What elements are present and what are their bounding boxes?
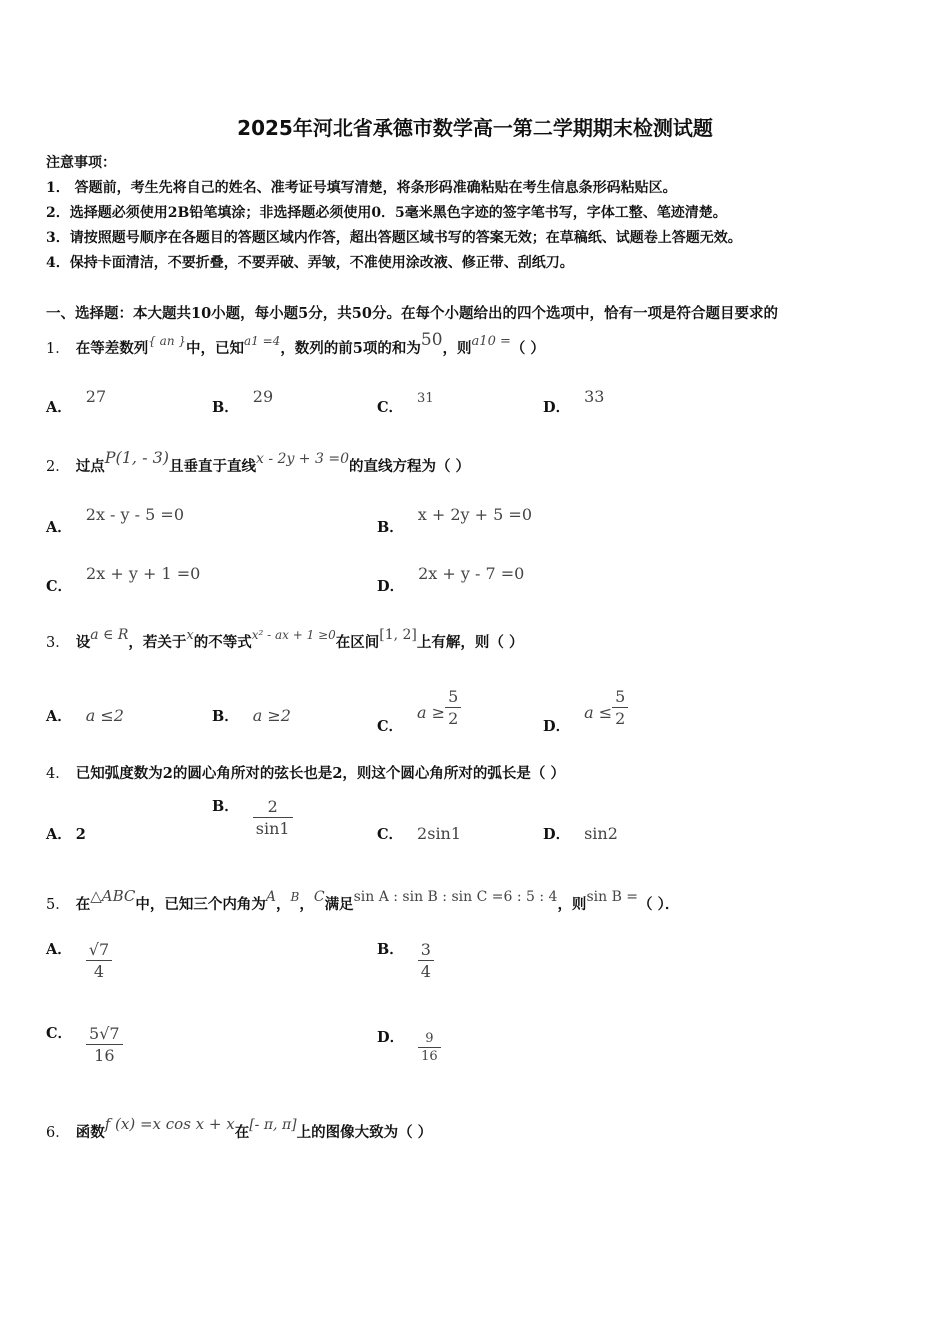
math-expr: x² - ax + 1 ≥0 xyxy=(251,628,336,642)
question-text: ，数列的前5项的和为 xyxy=(280,340,421,357)
option-label: D． xyxy=(543,717,571,735)
question-text: 的不等式 xyxy=(193,634,252,651)
option-b[interactable] xyxy=(212,797,290,840)
math-expr: a10 = xyxy=(471,334,511,349)
question-number: 2． xyxy=(46,459,70,475)
math-expr: x xyxy=(186,628,194,643)
denominator: 4 xyxy=(93,962,105,981)
numerator: 5 xyxy=(612,687,628,708)
question-number: 6． xyxy=(46,1125,70,1141)
notice-item: 3．请按照题号顺序在各题目的答题区域内作答，超出答题区域书写的答案无效；在草稿纸、试题卷上答题无效。 xyxy=(46,230,742,246)
option-label: B． xyxy=(377,940,404,958)
fraction xyxy=(612,687,628,730)
question-text: 满足 xyxy=(324,896,354,913)
option-a[interactable] xyxy=(46,505,185,537)
question-text: 的直线方程为（ ） xyxy=(348,458,471,475)
option-a[interactable] xyxy=(46,940,110,983)
option-label: A． xyxy=(46,708,72,725)
option-a[interactable] xyxy=(46,823,86,844)
option-value: a ≤ xyxy=(584,702,613,722)
numerator: √7 xyxy=(86,940,112,961)
option-b[interactable] xyxy=(377,940,431,983)
question-1 xyxy=(46,330,545,362)
notice-item: 4．保持卡面清洁，不要折叠，不要弄破、弄皱，不准使用涂改液、修正带、刮纸刀。 xyxy=(46,255,574,271)
option-d[interactable] xyxy=(377,564,525,596)
option-label: D． xyxy=(543,399,571,416)
numerator: 5√7 xyxy=(86,1024,123,1045)
page-title: 2025年河北省承德市数学高一第二学期期末检测试题 xyxy=(237,116,713,140)
math-expr: [- π, π] xyxy=(249,1117,297,1133)
option-a[interactable] xyxy=(46,705,124,726)
math-expr: B xyxy=(290,890,300,904)
question-text: 且垂直于直线 xyxy=(169,458,257,475)
option-label: C． xyxy=(377,826,404,843)
option-label: A． xyxy=(46,826,72,843)
numerator: 5 xyxy=(445,687,461,708)
question-5 xyxy=(46,887,680,917)
question-text: 已知弧度数为2的圆心角所对的弦长也是2，则这个圆心角所对的弧长是（ ） xyxy=(75,765,565,782)
option-c[interactable] xyxy=(46,1024,120,1067)
fraction xyxy=(86,940,112,983)
option-label: C． xyxy=(46,578,73,595)
question-text: 上有解，则（ ） xyxy=(416,634,524,651)
option-value: 33 xyxy=(584,387,605,406)
math-expr: sin B = xyxy=(586,889,639,905)
question-4 xyxy=(46,762,565,786)
question-text: 在区间 xyxy=(335,634,380,651)
section-heading: 一、选择题：本大题共10小题，每小题5分，共50分。在每个小题给出的四个选项中，恰有一项是符合题目要求的 xyxy=(46,305,778,322)
question-text: 中，已知 xyxy=(186,340,245,357)
question-number: 5． xyxy=(46,897,70,913)
option-value: 31 xyxy=(417,391,434,406)
question-text: 在等差数列 xyxy=(75,340,149,357)
fraction xyxy=(418,1030,441,1066)
math-expr: sin A : sin B : sin C =6 : 5 : 4 xyxy=(353,889,558,905)
option-label: A． xyxy=(46,399,72,416)
math-expr: △ABC xyxy=(90,887,136,905)
option-value: sin2 xyxy=(584,824,618,843)
notice-heading: 注意事项： xyxy=(46,155,116,171)
option-label: B． xyxy=(377,519,404,536)
option-value: a ≤2 xyxy=(85,706,124,725)
question-6 xyxy=(46,1115,433,1145)
numerator: 3 xyxy=(418,940,434,961)
question-text: ，若关于 xyxy=(128,634,187,651)
option-b[interactable] xyxy=(377,505,533,537)
math-expr: [1, 2] xyxy=(379,627,417,643)
option-label: D． xyxy=(377,1029,405,1046)
math-expr: P(1, - 3) xyxy=(104,448,170,467)
fraction xyxy=(418,940,434,983)
option-d[interactable] xyxy=(543,387,605,417)
option-c[interactable] xyxy=(377,823,462,844)
question-text: 在 xyxy=(234,1124,250,1141)
question-text: 函数 xyxy=(75,1124,105,1141)
numerator: 9 xyxy=(418,1030,441,1048)
math-expr: a1 =4 xyxy=(244,334,281,348)
denominator: sin1 xyxy=(255,819,290,838)
question-number: 1． xyxy=(46,341,70,357)
option-label: C． xyxy=(377,399,404,416)
option-label: A． xyxy=(46,519,72,536)
math-expr: { an } xyxy=(148,334,187,348)
question-text: ， xyxy=(299,896,314,913)
question-text: ， xyxy=(276,896,291,913)
question-3 xyxy=(46,627,524,656)
math-expr: a ∈ R xyxy=(90,627,129,643)
option-value: 27 xyxy=(85,387,107,406)
option-value: a ≥ xyxy=(417,702,446,722)
question-number: 4． xyxy=(46,766,70,782)
math-expr: A xyxy=(265,889,277,905)
question-text: 在 xyxy=(75,896,91,913)
math-expr: 50 xyxy=(420,330,443,350)
option-value: 2 xyxy=(75,826,86,843)
option-label: B． xyxy=(212,797,239,815)
option-label: D． xyxy=(543,826,571,843)
denominator: 16 xyxy=(421,1049,438,1064)
math-expr: x - 2y + 3 =0 xyxy=(256,451,349,467)
option-value: 29 xyxy=(252,387,274,406)
option-b[interactable] xyxy=(212,387,274,417)
denominator: 16 xyxy=(94,1046,115,1065)
notice-item: 1． 答题前，考生先将自己的姓名、准考证号填写清楚，将条形码准确粘贴在考生信息条形码粘贴区。 xyxy=(46,180,677,196)
denominator: 2 xyxy=(448,709,459,728)
option-label: B． xyxy=(212,399,239,416)
option-value: 2x - y - 5 =0 xyxy=(85,505,185,524)
denominator: 4 xyxy=(420,962,431,981)
question-text: （ ）． xyxy=(638,896,680,913)
question-number: 3． xyxy=(46,635,70,651)
numerator: 2 xyxy=(253,797,293,818)
option-d[interactable] xyxy=(377,1029,438,1066)
question-text: 过点 xyxy=(75,458,105,475)
question-text: ，则 xyxy=(442,340,472,357)
option-b[interactable] xyxy=(212,705,291,726)
fraction xyxy=(86,1024,123,1067)
math-expr: f (x) =x cos x + x xyxy=(104,1115,235,1133)
notice-item: 2．选择题必须使用2B铅笔填涂；非选择题必须使用0．5毫米黑色字迹的签字笔书写，字体工整、笔迹清楚。 xyxy=(46,205,727,221)
option-label: B． xyxy=(212,708,239,725)
option-d[interactable] xyxy=(543,823,618,844)
option-value: x + 2y + 5 =0 xyxy=(417,505,533,524)
option-label: C． xyxy=(377,717,404,735)
fraction xyxy=(445,687,461,730)
option-label: C． xyxy=(46,1024,73,1042)
option-a[interactable] xyxy=(46,387,107,417)
question-text: 设 xyxy=(75,634,91,651)
option-c[interactable] xyxy=(46,564,201,596)
option-value: a ≥2 xyxy=(252,706,291,725)
question-2 xyxy=(46,448,471,479)
math-expr: C xyxy=(313,889,325,905)
option-value: 2x + y + 1 =0 xyxy=(86,564,201,583)
option-value: 2x + y - 7 =0 xyxy=(418,564,525,583)
question-text: （ ） xyxy=(510,340,545,357)
fraction xyxy=(253,797,293,840)
question-text: 中，已知三个内角为 xyxy=(135,896,266,913)
question-text: 上的图像大致为（ ） xyxy=(296,1124,433,1141)
option-value: 2sin1 xyxy=(417,824,462,843)
denominator: 2 xyxy=(615,709,626,728)
option-c[interactable] xyxy=(377,687,459,735)
option-c[interactable] xyxy=(377,391,434,417)
option-d[interactable] xyxy=(543,687,626,735)
question-text: ，则 xyxy=(557,896,587,913)
option-label: A． xyxy=(46,940,72,958)
option-label: D． xyxy=(377,578,405,595)
